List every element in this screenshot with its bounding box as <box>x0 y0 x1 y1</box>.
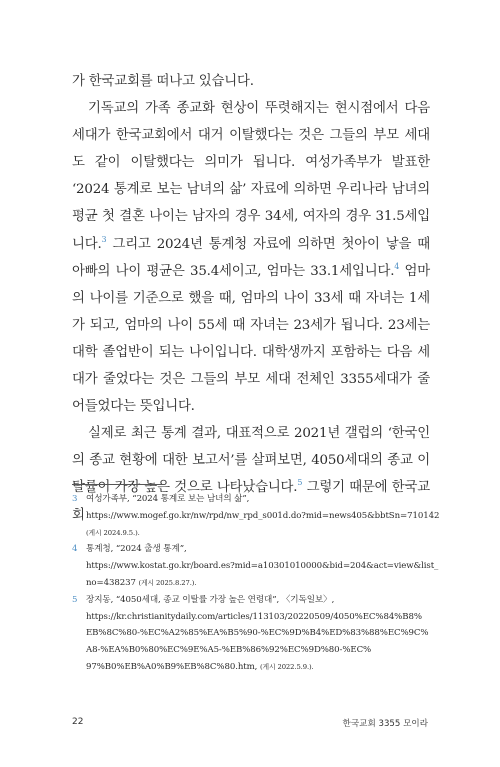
footnote-url-continued <box>86 659 432 676</box>
footnote-ref-3[interactable]: 3 <box>101 234 107 244</box>
paragraph-2-part-b: 그리고 2024년 통계청 자료에 의하면 첫아이 낳을 때 아빠의 나이 평균은 35.4세이고, 엄마는 33.1세입니다. <box>72 236 430 279</box>
paragraph-3-part-b: 그렇기 때문에 한국교회 <box>72 480 430 523</box>
paragraph-2-part-c: 엄마의 나이를 기준으로 했을 때, 엄마의 나이 33세 때 자녀는 1세가 되고, 엄마의 나이 55세 때 자녀는 23세가 됩니다. 23세는 대학 졸업반이 되는 나이입니다. 대학생까지 포함하는 다음 세대가 줄었다는 것은 그들의 부모 세대 전체인 3355세대가 줄어들었다는 뜻입니다. <box>72 263 430 415</box>
footnote-5 <box>72 592 432 676</box>
running-title: 한국교회 3355 모이라 <box>342 719 428 729</box>
footnote-url[interactable]: https://www.kostat.go.kr/board.es?mid=a10301010000&bid=204&act=view&list_ <box>86 561 439 572</box>
paragraph-2-part-a: 기독교의 가족 종교화 현상이 뚜렷해지는 현시점에서 다음 세대가 한국교회에서 대거 이탈했다는 것은 그들의 부모 세대도 같이 이탈했다는 의미가 됩니다. 여성가족부가 발표한 ‘2024 통계로 보는 남녀의 삶’ 자료에 의하면 우리나라 남녀의 평균 첫 결혼 나이는 남자의 경우 34세, 여자의 경우 31.5세입니다. <box>72 101 430 252</box>
footnote-date: (게시 2024.9.5.). <box>86 528 140 537</box>
footnote-url-tail[interactable]: no=438237 <box>86 577 136 588</box>
footnote-number: 4 <box>72 544 78 555</box>
footnote-4 <box>72 541 439 591</box>
page-number: 22 <box>72 717 84 727</box>
footnote-divider <box>72 484 164 485</box>
footnote-citation: 통계청, “2024 출생 통계”, <box>86 544 187 555</box>
paragraph-3-part-a: 실제로 최근 통계 결과, 대표적으로 2021년 갤럽의 ‘한국인의 종교 현황에 대한 보고서’를 살펴보면, 4050세대의 종교 이탈률이 가장 높은 것으로 나타났습니다. <box>72 426 430 496</box>
footnote-url[interactable] <box>86 508 440 525</box>
footnote-url[interactable]: https://kr.christianitydaily.com/articles/113103/20220509/4050%EC%84%B8% <box>86 611 422 622</box>
footnote-date: (게시 2025.8.27.). <box>138 578 197 587</box>
paragraph-2 <box>72 95 430 420</box>
body-text <box>72 68 430 529</box>
footnote-3 <box>72 491 440 541</box>
footnote-url-tail[interactable]: 97%B0%EB%A0%B9%EB%8C%80.htm, <box>86 661 258 672</box>
footnote-url-continued[interactable]: A8-%EA%B0%80%EC%9E%A5-%EB%86%92%EC%9D%80-%EC% <box>86 645 372 656</box>
footnote-url-continued <box>86 575 432 592</box>
footnotes <box>72 491 440 676</box>
footnote-url-continued[interactable]: EB%8C%80-%EC%A2%85%EA%B5%90-%EC%9D%B4%ED%83%88%EC%9C% <box>86 628 429 639</box>
paragraph-1: 가 한국교회를 떠나고 있습니다. <box>72 74 254 89</box>
footnote-number: 3 <box>72 494 78 504</box>
footnote-number: 5 <box>72 594 78 605</box>
footnote-citation: 장지동, “4050세대, 종교 이탈률 가장 높은 연령대”, 〈기독일보〉, <box>86 594 335 605</box>
footnote-citation: 여성가족부, “2024 통계로 보는 남녀의 삶”, <box>86 494 250 504</box>
footnote-ref-4[interactable]: 4 <box>394 261 400 271</box>
footnote-ref-5[interactable]: 5 <box>297 478 303 488</box>
footnote-date: (게시 2022.5.9.). <box>259 662 314 671</box>
footnote-url-text[interactable]: https://www.mogef.go.kr/nw/rpd/nw_rpd_s001d.do?mid=news405&bbtSn=710142 <box>86 510 440 521</box>
